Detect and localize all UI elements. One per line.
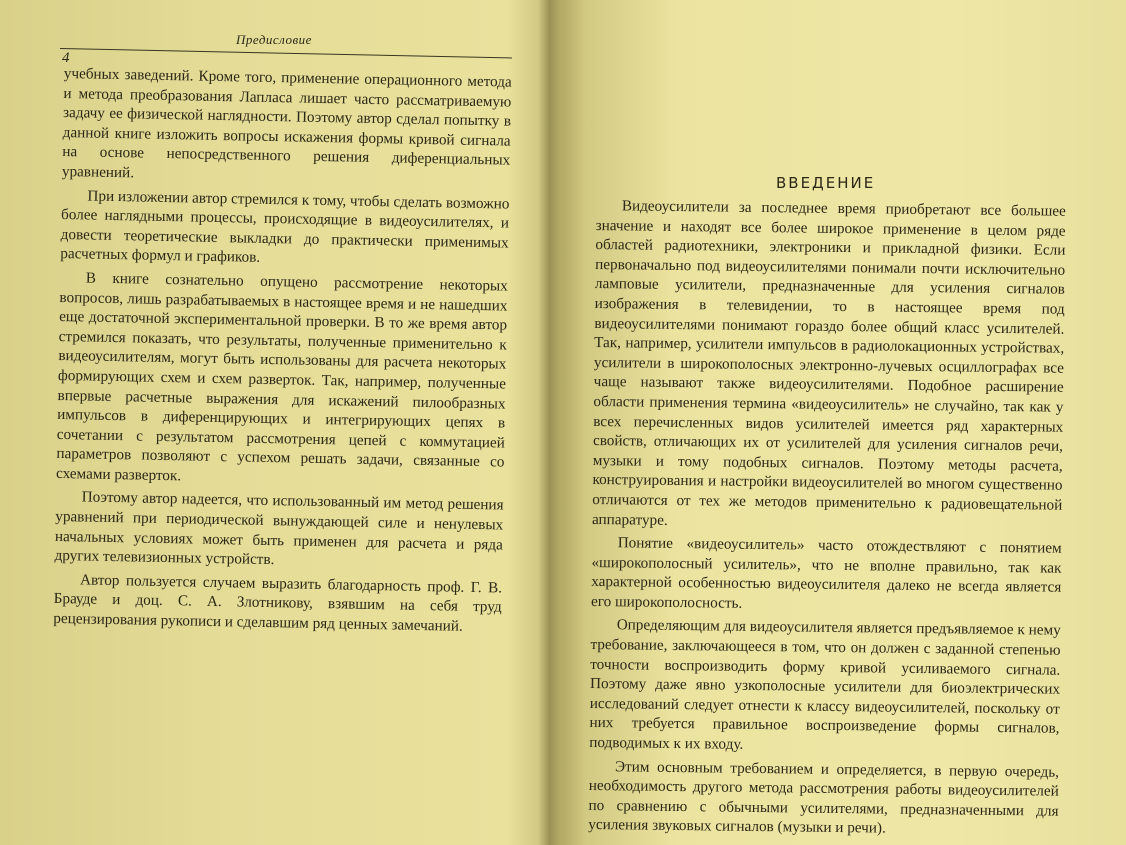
preface-text bbox=[53, 64, 512, 641]
right-page bbox=[556, 0, 1126, 845]
introduction-text bbox=[588, 196, 1066, 845]
paragraph: Видеоусилители за последнее время приобретают все большее значение и находят все более широкое применение в целом ряде областей радиотехники, электроники и прикладной физики. Если первоначально под видеоусилителями понимали почти исключительно ламповые усилители, предназначенные для усиления сигналов изображения в телевидении, то в настоящее время под видеоусилителями понимают гораздо более общий класс усилителей. Так, например, усилители импульсов в радиолокационных устройствах, усилители в широкополосных электронно-лучевых осциллографах все чаще называют также видеоусилителями. Подобное расширение области применения термина «видеоусилитель» не случайно, так как у всех перечисленных видов усилителей имеется ряд характерных свойств, отличающих их от усилителей для усиления сигналов речи, музыки и тому подобных сигналов. Поэтому методы расчета, конструирования и настройки видеоусилителей во многом существенно отличаются от тех же методов применительно к радиовещательной аппаратуре. bbox=[591, 197, 1066, 529]
header-rule bbox=[60, 48, 512, 58]
paragraph: Понятие «видеоусилитель» часто отождествляют с понятием «широкополосный усилитель», что не вполне правильно, так как характерной особенностью видеоусилителя далеко не всегда является его широкополосность. bbox=[590, 534, 1062, 612]
chapter-title: ВВЕДЕНИЕ bbox=[776, 174, 876, 192]
paragraph: В книге сознательно опущено рассмотрение некоторых вопросов, лишь разрабатываемых в настоящее время и не нашедших еще достаточной экспериментальной проверки. В то же время автор стремился показать, что результаты, полученные применительно к видеоусилителям, могут быть использованы для расчета некоторых формирующих схем и схем разверток. Так, например, полученные впервые расчетные выражения для искажений пилообразных импульсов в диференцирующих и интегрирующих цепях в сочетании с результатом рассмотрения цепей с коммутацией параметров позволяют с успехом решать задачи, связанные со схемами разверток. bbox=[55, 269, 508, 485]
paragraph: учебных заведений. Кроме того, применение операционного метода и метода преобразования Лапласа лишает часто рассматриваемую задачу ее физической наглядности. Поэтому автор сделал попытку в данной книге изложить вопросы искажения формы кривой сигнала на основе непосредственного решения диференциальных уравнений. bbox=[61, 64, 512, 182]
running-head: Предисловие bbox=[236, 32, 312, 47]
paragraph: Автор пользуется случаем выразить благодарность проф. Г. В. Брауде и доц. С. А. Злотникову, взявшим на себя труд рецензирования рукописи и сделавшим ряд ценных замечаний. bbox=[53, 571, 503, 635]
paragraph: При изложении автор стремился к тому, чтобы сделать возможно более наглядными процессы, происходящие в видеоусилителях, и довести теоретические выкладки до практически применимых расчетных формул и графиков. bbox=[60, 187, 510, 267]
paragraph: Определяющим для видеоусилителя является предъявляемое к нему требование, заключающееся в том, что он должен с заданной степенью точности воспроизводить форму кривой усиливаемого сигнала. Поэтому даже явно узкополосные усилители для биоэлектрических исследований следует отнести к классу видеоусилителей, поскольку от них требуется правильное воспроизведение формы сигналов, подводимых к их входу. bbox=[589, 616, 1061, 753]
page-number: 4 bbox=[62, 50, 70, 66]
paragraph: Этим основным требованием и определяется, в первую очередь, необходимость другого метода рассмотрения работы видеоусилителей по сравнению с обычными усилителями, предназначенными для усиления звуковых сигналов (музыки и речи). bbox=[588, 757, 1060, 837]
left-page bbox=[0, 0, 548, 845]
paragraph: Поэтому автор надеется, что использованный им метод решения уравнений при периодической вынуждающей силе и ненулевых начальных условиях может быть применен для расчета и ряда других телевизионных устройств. bbox=[54, 488, 504, 569]
